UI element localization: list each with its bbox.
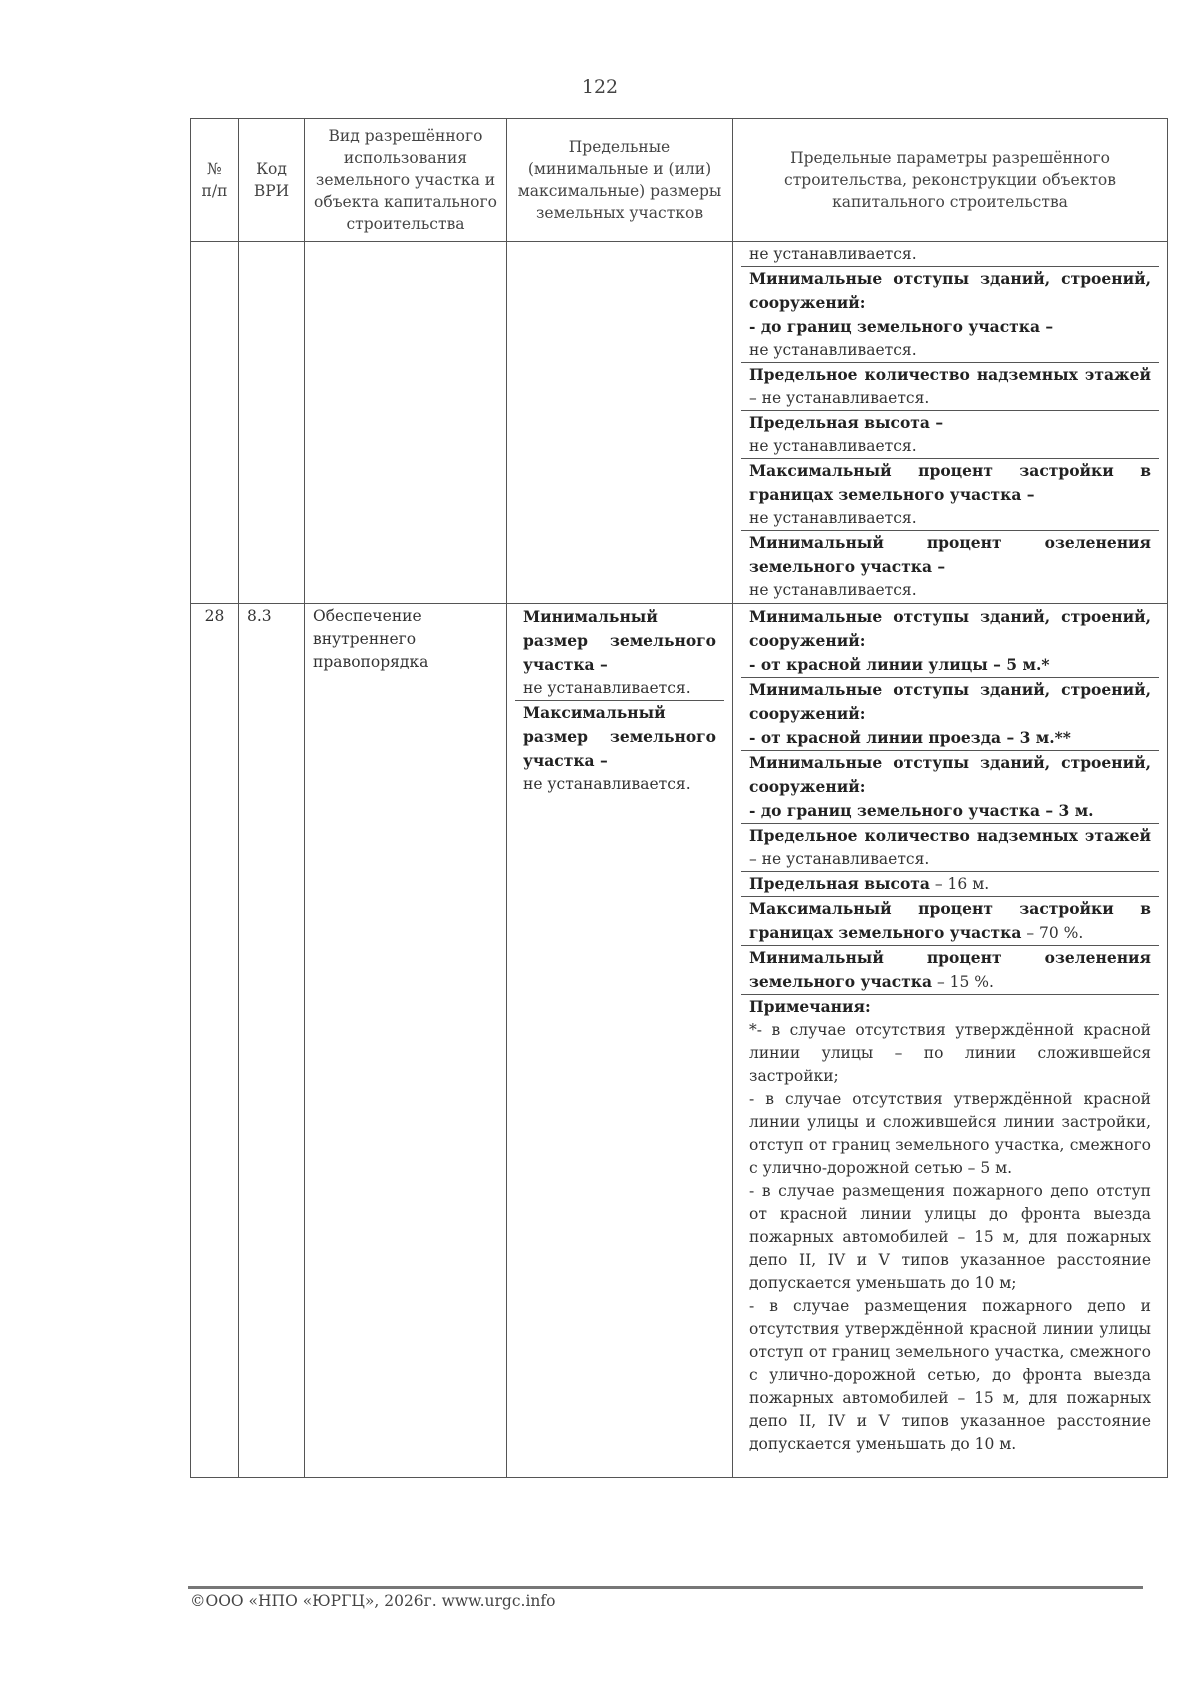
max-size-entry: Максимальный размер земельного участка – не устанавливается. bbox=[523, 703, 716, 793]
param-greening: Минимальный процент озеленения земельного участка – 15 %. bbox=[741, 946, 1159, 995]
page-number: 122 bbox=[581, 76, 619, 98]
cont-num-cell bbox=[191, 242, 239, 604]
note-4: - в случае размещения пожарного депо и отсутствия утверждённой красной линии улицы отступ от границ земельного участка, смежного с улично-дорожной сетью, до фронта выезда пожарных автомобилей – 15 м, для пожарных депо II, IV и V типов указанное расстояние допускается уменьшать до 10 м. bbox=[749, 1297, 1151, 1453]
cont-param-setbacks: Минимальные отступы зданий, строений, сооружений: - до границ земельного участка – не устанавливается. bbox=[741, 267, 1159, 363]
row-params-cell bbox=[733, 604, 1168, 1478]
param-setback-street: Минимальные отступы зданий, строений, сооружений: - от красной линии улицы – 5 м.* bbox=[741, 605, 1159, 678]
cont-params-cell bbox=[733, 242, 1168, 604]
footer-copyright: ©ООО «НПО «ЮРГЦ», 2026г. www.urgc.info bbox=[190, 1592, 556, 1610]
notes-spacer bbox=[749, 1456, 1151, 1476]
row-num: 28 bbox=[191, 604, 239, 1478]
footer-divider bbox=[188, 1586, 1143, 1589]
param-height: Предельная высота – 16 м. bbox=[741, 872, 1159, 897]
cont-param-coverage: Максимальный процент застройки в границах земельного участка – не устанавливается. bbox=[741, 459, 1159, 531]
header-kind: Вид разрешённого использования земельного участка и объекта капитального строительства bbox=[305, 119, 507, 242]
param-setback-border: Минимальные отступы зданий, строений, сооружений: - до границ земельного участка – 3 м. bbox=[741, 751, 1159, 824]
row-kind: Обеспечение внутреннего правопорядка bbox=[305, 604, 507, 1478]
note-3: - в случае размещения пожарного депо отступ от красной линии улицы до фронта выезда пожарных автомобилей – 15 м, для пожарных депо II, IV и V типов указанное расстояние допускается уменьшать до 10 м; bbox=[749, 1182, 1151, 1292]
notes: Примечания: *- в случае отсутствия утверждённой красной линии улицы – по линии сложившейся застройки; - в случае отсутствия утверждённой красной линии улицы и сложившейся линии застройки, отступ от границ земельного участка, смежного с улично-дорожной сетью – 5 м. - в случае размещения пожарного депо отступ от красной линии улицы до фронта выезда пожарных автомобилей – 15 м, для пожарных депо II, IV и V типов указанное расстояние допускается уменьшать до 10 м; - в случае размещения пожарного депо и отсутствия утверждённой красной линии улицы отступ от границ земельного участка, смежного с улично-дорожной сетью, до фронта выезда пожарных автомобилей – 15 м, для пожарных депо II, IV и V типов указанное расстояние допускается уменьшать до 10 м. bbox=[741, 995, 1159, 1476]
header-sizes: Предельные (минимальные и (или) максимальные) размеры земельных участков bbox=[507, 119, 733, 242]
cont-code-cell bbox=[239, 242, 305, 604]
note-1: *- в случае отсутствия утверждённой красной линии улицы – по линии сложившейся застройки; bbox=[749, 1021, 1151, 1085]
cont-param-floors: Предельное количество надземных этажей – не устанавливается. bbox=[741, 363, 1159, 411]
table-row-28 bbox=[191, 604, 1168, 1478]
row-sizes-cell bbox=[507, 604, 733, 1478]
header-num: № п/п bbox=[191, 119, 239, 242]
cont-param-0: не устанавливается. bbox=[741, 243, 1159, 267]
cont-sizes-cell bbox=[507, 242, 733, 604]
table-row-continuation bbox=[191, 242, 1168, 604]
cont-param-height: Предельная высота – не устанавливается. bbox=[741, 411, 1159, 459]
min-size-entry: Минимальный размер земельного участка – не устанавливается. bbox=[515, 605, 724, 701]
header-params: Предельные параметры разрешённого строительства, реконструкции объектов капитального строительства bbox=[733, 119, 1168, 242]
cont-param-greening: Минимальный процент озеленения земельного участка – не устанавливается. bbox=[749, 533, 1151, 599]
param-setback-passage: Минимальные отступы зданий, строений, сооружений: - от красной линии проезда – 3 м.** bbox=[741, 678, 1159, 751]
header-code: Код ВРИ bbox=[239, 119, 305, 242]
cont-kind-cell bbox=[305, 242, 507, 604]
row-code: 8.3 bbox=[239, 604, 305, 1478]
table-header-row bbox=[191, 119, 1168, 242]
note-2: - в случае отсутствия утверждённой красной линии улицы и сложившейся линии застройки, отступ от границ земельного участка, смежного с улично-дорожной сетью – 5 м. bbox=[749, 1090, 1151, 1177]
param-floors: Предельное количество надземных этажей – не устанавливается. bbox=[741, 824, 1159, 872]
param-coverage: Максимальный процент застройки в границах земельного участка – 70 %. bbox=[741, 897, 1159, 946]
regulations-table bbox=[190, 118, 1168, 1478]
